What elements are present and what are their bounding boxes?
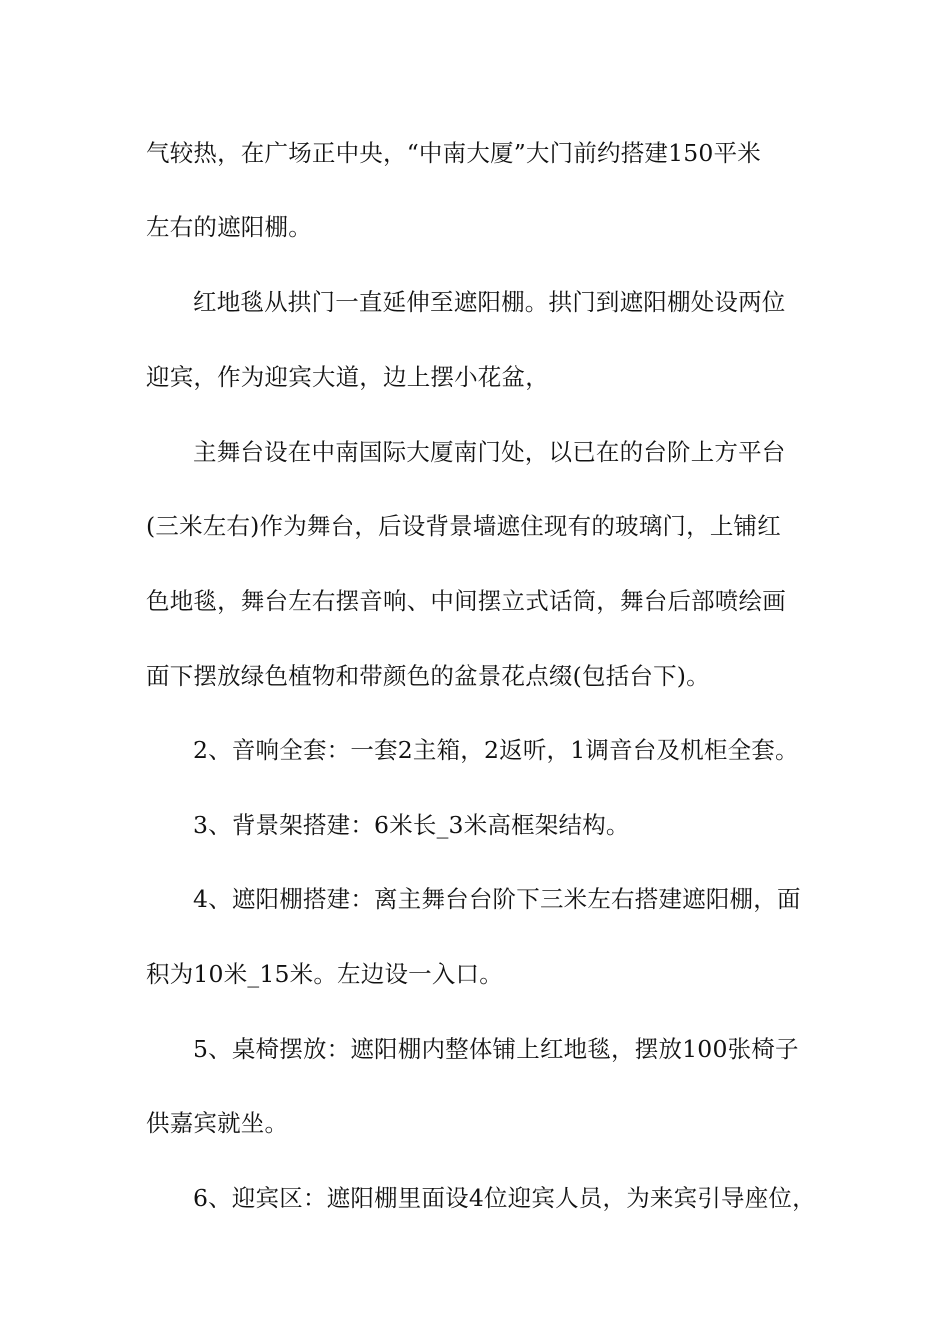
paragraph-first-line: 红地毯从拱门一直延伸至遮阳棚。拱门到遮阳棚处设两位: [193, 288, 786, 316]
list-item-sunshade: 4、遮阳棚搭建：离主舞台台阶下三米左右搭建遮阳棚，面: [193, 885, 801, 913]
text-line: 积为10米_15米。左边设一入口。: [146, 960, 503, 988]
text-line: 供嘉宾就坐。: [146, 1109, 289, 1137]
list-item-sound: 2、音响全套：一套2主箱，2返听，1调音台及机柜全套。: [193, 736, 799, 764]
list-item-reception: 6、迎宾区：遮阳棚里面设4位迎宾人员，为来宾引导座位，: [193, 1184, 816, 1212]
list-item-seating: 5、桌椅摆放：遮阳棚内整体铺上红地毯，摆放100张椅子: [193, 1035, 799, 1063]
paragraph-first-line: 主舞台设在中南国际大厦南门处，以已在的台阶上方平台: [193, 438, 786, 466]
text-line: 左右的遮阳棚。: [146, 213, 312, 241]
text-line: (三米左右)作为舞台，后设背景墙遮住现有的玻璃门，上铺红: [146, 512, 781, 540]
list-item-backdrop: 3、背景架搭建：6米长_3米高框架结构。: [193, 811, 630, 839]
text-line: 迎宾，作为迎宾大道，边上摆小花盆，: [146, 363, 549, 391]
text-line: 色地毯，舞台左右摆音响、中间摆立式话筒，舞台后部喷绘画: [146, 587, 786, 615]
text-line: 气较热，在广场正中央，“中南大厦”大门前约搭建150平米: [146, 139, 761, 167]
text-line: 面下摆放绿色植物和带颜色的盆景花点缀(包括台下)。: [146, 662, 710, 690]
